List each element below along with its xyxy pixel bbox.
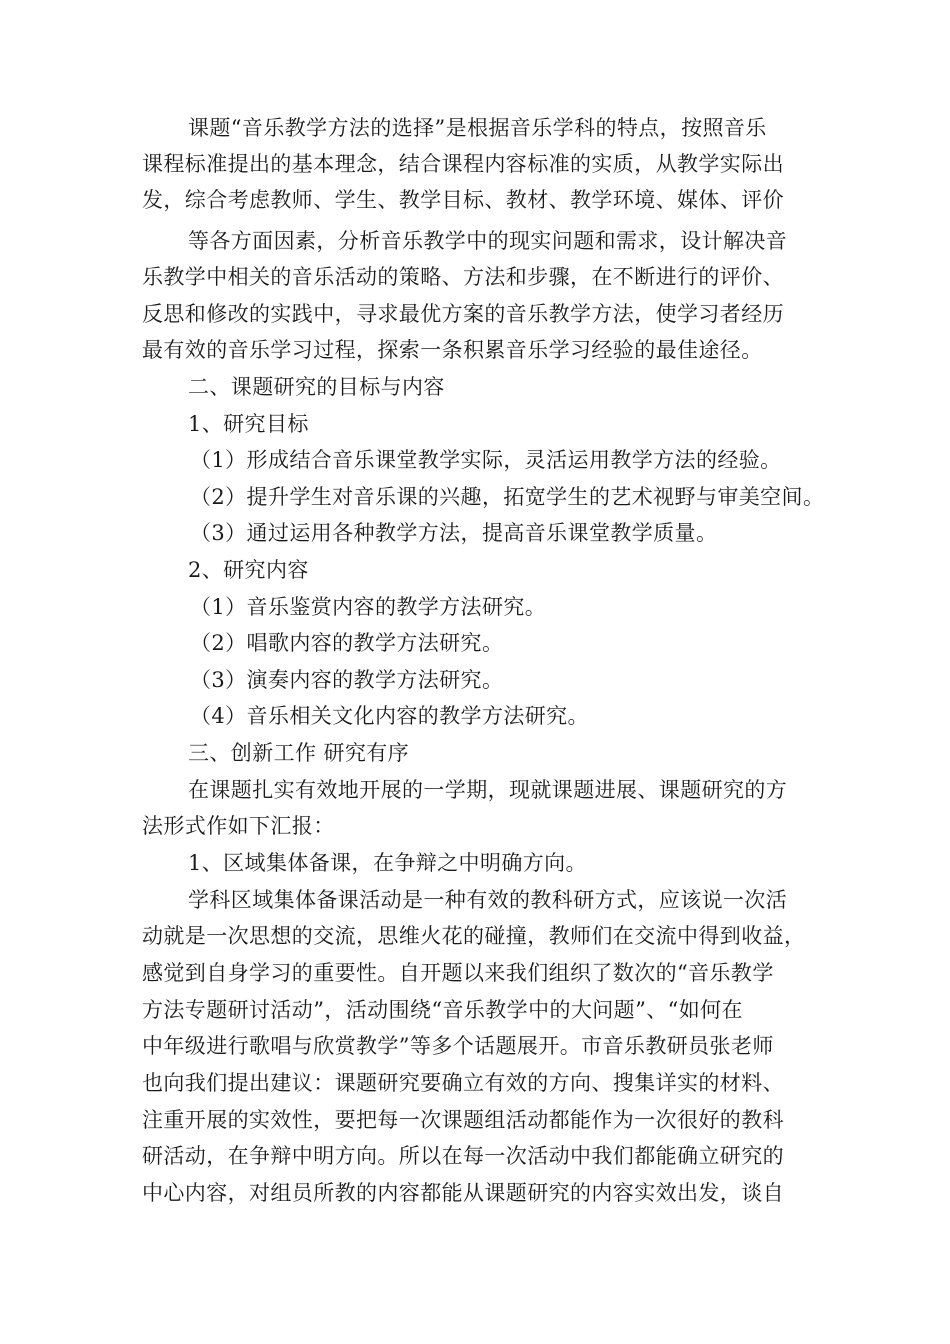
list-item: （2）提升学生对音乐课的兴趣，拓宽学生的艺术视野与审美空间。 — [190, 485, 825, 509]
subsection-heading: 2、研究内容 — [188, 558, 309, 582]
paragraph-line: 研活动，在争辩中明方向。所以在每一次活动中我们都能确立研究的 — [142, 1144, 784, 1168]
section-heading: 二、课题研究的目标与内容 — [188, 375, 445, 399]
subsection-heading: 1、区域集体备课，在争辩之中明确方向。 — [188, 851, 587, 875]
paragraph-line: 等各方面因素，分析音乐教学中的现实问题和需求，设计解决音 — [188, 229, 788, 253]
subsection-heading: 1、研究目标 — [188, 412, 309, 436]
paragraph-line: 最有效的音乐学习过程，探索一条积累音乐学习经验的最佳途径。 — [142, 338, 763, 362]
section-heading: 三、创新工作 研究有序 — [188, 741, 410, 765]
paragraph-line: 乐教学中相关的音乐活动的策略、方法和步骤，在不断进行的评价、 — [142, 265, 784, 289]
paragraph-line: 法形式作如下汇报： — [142, 814, 335, 838]
list-item: （1）形成结合音乐课堂教学实际，灵活运用教学方法的经验。 — [190, 448, 782, 472]
list-item: （3）通过运用各种教学方法，提高音乐课堂教学质量。 — [190, 521, 718, 545]
paragraph-line: 课程标准提出的基本理念，结合课程内容标准的实质，从教学实际出 — [142, 152, 784, 176]
list-item: （1）音乐鉴赏内容的教学方法研究。 — [190, 595, 547, 619]
paragraph-line: 反思和修改的实践中，寻求最优方案的音乐教学方法，使学习者经历 — [142, 302, 784, 326]
list-item: （2）唱歌内容的教学方法研究。 — [190, 631, 504, 655]
paragraph-line: 也向我们提出建议：课题研究要确立有效的方向、搜集详实的材料、 — [142, 1071, 784, 1095]
paragraph-line: 感觉到自身学习的重要性。自开题以来我们组织了数次的“音乐教学 — [142, 961, 774, 985]
list-item: （3）演奏内容的教学方法研究。 — [190, 668, 504, 692]
paragraph-line: 中心内容，对组员所教的内容都能从课题研究的内容实效出发，谈自 — [142, 1181, 784, 1205]
list-item: （4）音乐相关文化内容的教学方法研究。 — [190, 704, 589, 728]
paragraph-line: 在课题扎实有效地开展的一学期，现就课题进展、课题研究的方 — [188, 778, 788, 802]
paragraph-line: 课题“音乐教学方法的选择”是根据音乐学科的特点，按照音乐 — [188, 116, 767, 140]
paragraph-line: 注重开展的实效性，要把每一次课题组活动都能作为一次很好的教科 — [142, 1108, 784, 1132]
paragraph-line: 学科区域集体备课活动是一种有效的教科研方式，应该说一次活 — [188, 888, 788, 912]
paragraph-line: 中年级进行歌唱与欣赏教学”等多个话题展开。市音乐教研员张老师 — [142, 1034, 774, 1058]
paragraph-line: 动就是一次思想的交流，思维火花的碰撞，教师们在交流中得到收益， — [142, 924, 806, 948]
paragraph-line: 发，综合考虑教师、学生、教学目标、教材、教学环境、媒体、评价 — [142, 188, 784, 212]
paragraph-line: 方法专题研讨活动”，活动围绕“音乐教学中的大问题”、“如何在 — [142, 998, 743, 1022]
